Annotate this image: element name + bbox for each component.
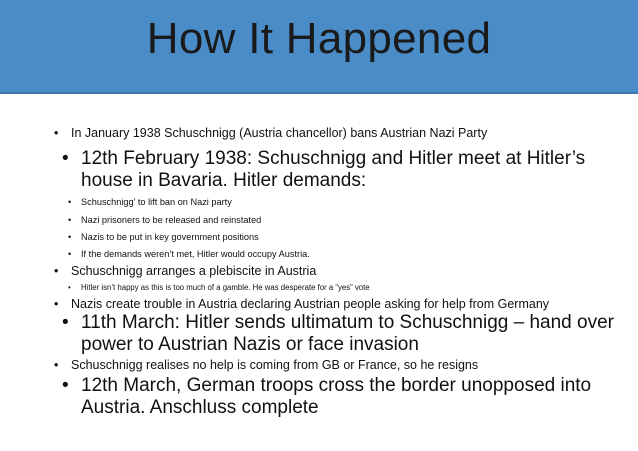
bullet-dot-icon: •	[68, 283, 71, 292]
bullet-text: power to Austrian Nazis or face invasion	[81, 334, 419, 355]
bullet-text: In January 1938 Schuschnigg (Austria chancellor) bans Austrian Nazi Party	[71, 126, 488, 140]
bullet-text: house in Bavaria. Hitler demands:	[81, 170, 367, 191]
bullet-text: Nazi prisoners to be released and reinstated	[81, 215, 262, 225]
slide-title: How It Happened	[146, 14, 492, 63]
bullet-text: 12th February 1938: Schuschnigg and Hitler meet at Hitler’s	[81, 148, 586, 169]
bullet-dot-icon: •	[54, 358, 59, 372]
bullet-text: 11th March: Hitler sends ultimatum to Schuschnigg – hand over	[81, 312, 614, 333]
bullet-text: Nazis to be put in key government positions	[81, 232, 259, 242]
bullet-text: Schuschnigg’ to lift ban on Nazi party	[81, 197, 232, 207]
bullet-dot-icon: •	[62, 375, 69, 396]
bullet-dot-icon: •	[68, 232, 72, 242]
bullet-text: Austria. Anschluss complete	[81, 397, 319, 418]
bullet-dot-icon: •	[68, 249, 72, 259]
bullet-dot-icon: •	[68, 197, 72, 207]
bullet-text: Hitler isn’t happy as this is too much of a gamble. He was desperate for a “yes” vote	[81, 283, 370, 292]
bullet-text: Nazis create trouble in Austria declaring Austrian people asking for help from Germany	[71, 297, 550, 311]
bullet-dot-icon: •	[68, 215, 72, 225]
bullet-dot-icon: •	[62, 148, 69, 169]
bullet-dot-icon: •	[54, 264, 59, 278]
bullet-text: 12th March, German troops cross the border unopposed into	[81, 375, 592, 396]
bullet-dot-icon: •	[54, 126, 59, 140]
bullet-text: Schuschnigg realises no help is coming from GB or France, so he resigns	[71, 358, 479, 372]
bullet-text: If the demands weren’t met, Hitler would occupy Austria.	[81, 249, 310, 259]
bullet-dot-icon: •	[62, 312, 69, 333]
bullet-text: Schuschnigg arranges a plebiscite in Austria	[71, 264, 317, 278]
bullet-dot-icon: •	[54, 297, 59, 311]
